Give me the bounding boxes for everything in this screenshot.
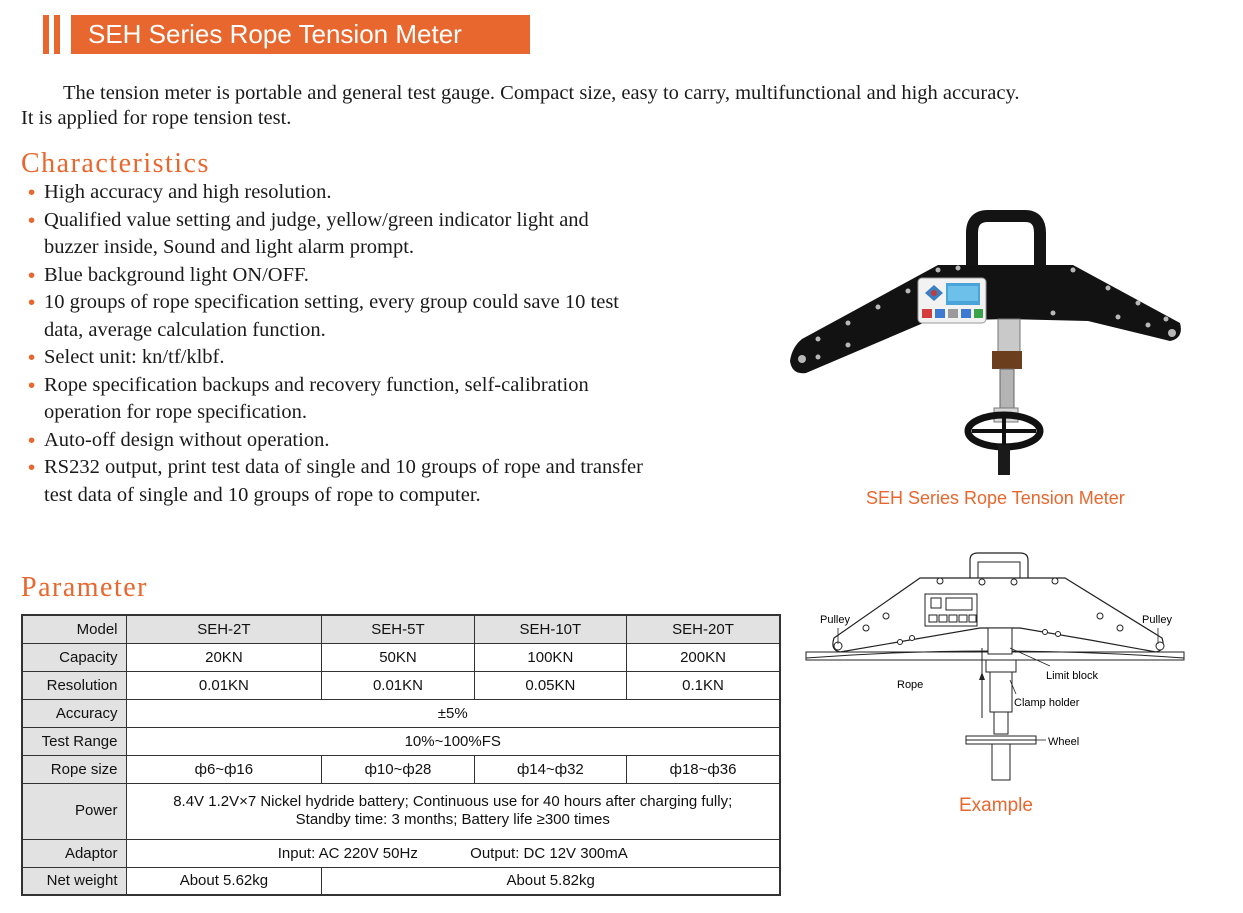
characteristic-item [26, 179, 796, 207]
intro-line-1: The tension meter is portable and general test gauge. Compact size, easy to carry, multifunctional and high accuracy. [63, 82, 1020, 104]
adaptor-input: Input: AC 220V 50Hz [277, 844, 418, 862]
characteristic-line: Select unit: kn/tf/klbf. [44, 346, 225, 368]
table-cell: 10%~100%FS [126, 727, 780, 755]
characteristic-item [26, 454, 796, 509]
characteristic-line: test data of single and 10 groups of rope to computer. [44, 483, 481, 506]
table-row [22, 867, 780, 895]
characteristics-list [26, 179, 796, 509]
table-row [22, 643, 780, 671]
table-cell: 200KN [627, 643, 780, 671]
power-line-2: Standby time: 3 months; Battery life ≥300 times [295, 811, 610, 828]
table-cell: ф18~ф36 [627, 755, 780, 783]
characteristic-line: Qualified value setting and judge, yellow/green indicator light and [44, 208, 589, 231]
row-label: Test Range [22, 727, 126, 755]
table-cell: ф14~ф32 [474, 755, 626, 783]
table-row [22, 699, 780, 727]
table-cell: 20KN [126, 643, 322, 671]
characteristic-line: 10 groups of rope specification setting, every group could save 10 test [44, 291, 619, 313]
product-photo [788, 213, 1184, 478]
row-label: Resolution [22, 671, 126, 699]
characteristic-item [26, 207, 796, 262]
diagram-label-pulley-right: Pulley [1142, 614, 1172, 626]
characteristic-line: High accuracy and high resolution. [44, 181, 332, 203]
table-cell [126, 783, 780, 839]
example-diagram [800, 548, 1190, 788]
parameter-heading: Parameter [21, 572, 148, 603]
table-cell: 0.01KN [322, 671, 474, 699]
table-cell: About 5.62kg [126, 867, 322, 895]
model-cell: SEH-20T [627, 615, 780, 643]
example-caption: Example [959, 795, 1033, 816]
table-cell: ф10~ф28 [322, 755, 474, 783]
table-cell: 0.05KN [474, 671, 626, 699]
intro-line-2: It is applied for rope tension test. [21, 107, 292, 129]
table-row [22, 671, 780, 699]
diagram-label-clamp-holder: Clamp holder [1014, 697, 1080, 709]
row-label: Adaptor [22, 839, 126, 867]
row-label: Net weight [22, 867, 126, 895]
intro-paragraph [21, 81, 1226, 131]
accent-bar [43, 15, 49, 54]
diagram-label-wheel: Wheel [1048, 736, 1080, 748]
parameter-table [21, 614, 781, 896]
characteristic-line: operation for rope specification. [44, 401, 307, 423]
table-row [22, 839, 780, 867]
characteristic-item [26, 289, 796, 344]
row-label: Accuracy [22, 699, 126, 727]
characteristic-line: data, average calculation function. [44, 318, 326, 341]
characteristics-heading: Characteristics [21, 148, 210, 179]
table-cell: About 5.82kg [322, 867, 780, 895]
power-line-1: 8.4V 1.2V×7 Nickel hydride battery; Continuous use for 40 hours after charging fully; [173, 793, 733, 810]
model-cell: SEH-5T [322, 615, 474, 643]
characteristic-line: Auto-off design without operation. [44, 428, 330, 451]
characteristic-item [26, 262, 796, 290]
table-cell: ±5% [126, 699, 780, 727]
diagram-label-pulley-left: Pulley [820, 614, 850, 626]
page-title: SEH Series Rope Tension Meter [71, 15, 530, 54]
characteristic-line: Blue background light ON/OFF. [44, 263, 309, 286]
diagram-label-rope: Rope [897, 679, 924, 691]
row-label: Model [22, 615, 126, 643]
header-accent-bars [43, 15, 69, 54]
table-row [22, 783, 780, 839]
table-cell: ф6~ф16 [126, 755, 322, 783]
photo-caption: SEH Series Rope Tension Meter [866, 488, 1125, 508]
table-row [22, 615, 780, 643]
table-row [22, 727, 780, 755]
table-row [22, 755, 780, 783]
diagram-label-limit-block: Limit block [1046, 670, 1098, 682]
characteristic-line: buzzer inside, Sound and light alarm prompt. [44, 236, 415, 258]
characteristic-line: Rope specification backups and recovery function, self-calibration [44, 373, 589, 396]
table-cell [126, 839, 780, 867]
adaptor-output: Output: DC 12V 300mA [470, 844, 628, 862]
model-cell: SEH-2T [126, 615, 322, 643]
table-cell: 50KN [322, 643, 474, 671]
accent-bar [54, 15, 60, 54]
table-cell: 0.1KN [627, 671, 780, 699]
characteristic-item [26, 372, 796, 427]
characteristic-item [26, 344, 796, 372]
row-label: Rope size [22, 755, 126, 783]
row-label: Capacity [22, 643, 126, 671]
table-cell: 0.01KN [126, 671, 322, 699]
table-cell: 100KN [474, 643, 626, 671]
row-label: Power [22, 783, 126, 839]
characteristic-item [26, 427, 796, 455]
characteristic-line: RS232 output, print test data of single and 10 groups of rope and transfer [44, 456, 643, 478]
model-cell: SEH-10T [474, 615, 626, 643]
